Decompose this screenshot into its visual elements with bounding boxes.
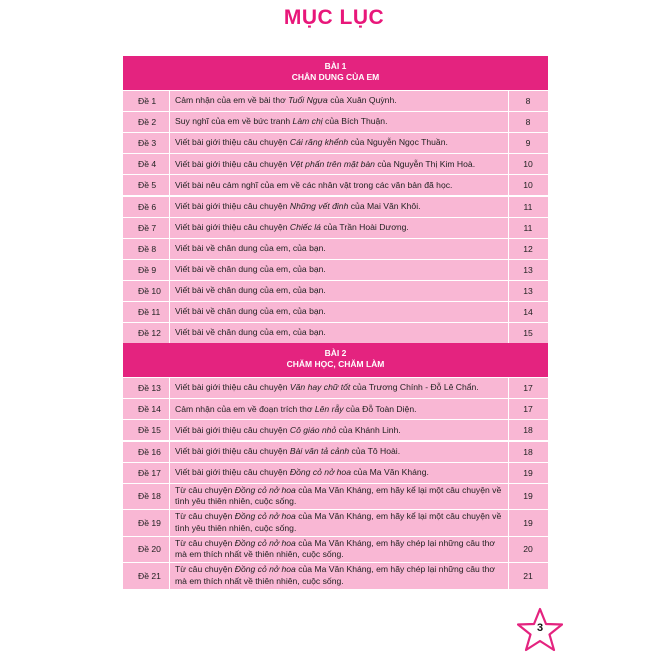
column-divider	[169, 91, 170, 111]
title-text: Cảm nhận của em về đoạn trích thơ	[175, 403, 315, 414]
section-name: CHÂN DUNG CỦA EM	[291, 72, 380, 82]
title-text: của Ma Văn Kháng.	[351, 466, 429, 477]
column-divider	[169, 260, 170, 280]
page-ref: 18	[523, 425, 533, 436]
toc-row[interactable]	[123, 218, 548, 238]
page-ref: 8	[525, 117, 531, 128]
page-ref: 20	[523, 544, 533, 555]
exercise-number: Đề 12	[138, 328, 161, 339]
page-ref: 10	[523, 180, 533, 191]
exercise-number: Đề 7	[138, 222, 157, 233]
column-divider	[169, 463, 170, 483]
exercise-title	[169, 442, 507, 462]
exercise-number: Đề 10	[138, 285, 161, 296]
exercise-title	[169, 323, 507, 343]
toc-row[interactable]	[123, 175, 548, 195]
column-divider	[508, 281, 509, 301]
section-header	[123, 343, 548, 377]
work-title: Văn hay chữ tốt	[289, 382, 351, 393]
column-divider	[508, 323, 509, 343]
page-number: 3	[536, 622, 544, 634]
title-text: Từ câu chuyện	[175, 537, 235, 548]
exercise-number: Đề 8	[138, 243, 157, 254]
title-text: Viết bài nêu cảm nghĩ của em về các nhân vật trong các văn bản đã học.	[175, 179, 453, 190]
exercise-number: Đề 14	[138, 404, 161, 415]
column-divider	[169, 378, 170, 398]
column-divider	[169, 399, 170, 419]
title-text: Viết bài giới thiệu câu chuyện	[175, 221, 290, 232]
work-title: Đồng cỏ nở hoa	[234, 511, 296, 522]
page-ref: 14	[523, 307, 533, 318]
exercise-number: Đề 3	[138, 138, 157, 149]
toc-row[interactable]	[123, 442, 548, 462]
column-divider	[508, 378, 509, 398]
page-ref: 19	[523, 491, 533, 502]
column-divider	[169, 281, 170, 301]
work-title: Đồng cỏ nở hoa	[234, 564, 296, 575]
column-divider	[508, 463, 509, 483]
work-title: Chiếc lá	[289, 221, 321, 232]
column-divider	[169, 563, 170, 589]
page-ref: 18	[523, 446, 533, 457]
page-ref: 11	[523, 201, 533, 212]
column-divider	[169, 537, 170, 563]
column-divider	[508, 154, 509, 174]
title-text: Từ câu chuyện	[175, 511, 235, 522]
work-title: Làm chị	[292, 116, 323, 127]
work-title: Bài văn tả cảnh	[289, 445, 350, 456]
title-text: của Ma Văn Kháng, em hãy kể lại một câu chuyện về tình yêu thiên nhiên, cuộc sống.	[175, 511, 502, 533]
page-ref: 8	[525, 96, 531, 107]
title-text: của Trần Hoài Dương.	[320, 221, 409, 232]
section-header	[123, 56, 548, 90]
column-divider	[508, 133, 509, 153]
work-title: Cô giáo nhỏ	[289, 424, 337, 435]
title-text: Viết bài giới thiệu câu chuyện	[175, 137, 290, 148]
exercise-number: Đề 2	[138, 117, 157, 128]
work-title: Cái răng khểnh	[289, 137, 349, 148]
exercise-title	[169, 281, 507, 301]
work-title: Đồng cỏ nở hoa	[289, 466, 351, 477]
toc-row[interactable]	[123, 378, 548, 398]
toc-row[interactable]	[123, 197, 548, 217]
toc-row[interactable]	[123, 463, 548, 483]
exercise-number: Đề 9	[138, 264, 157, 275]
title-text: của Tô Hoài.	[349, 445, 401, 456]
column-divider	[169, 420, 170, 440]
page-ref: 19	[523, 517, 533, 528]
page-ref: 17	[523, 383, 533, 394]
exercise-number: Đề 11	[138, 307, 161, 318]
exercise-title	[169, 133, 507, 153]
title-text: của Ma Văn Kháng, em hãy kể lại một câu chuyện về tình yêu thiên nhiên, cuộc sống.	[175, 484, 502, 507]
toc-row[interactable]	[123, 537, 548, 563]
exercise-number: Đề 6	[138, 201, 157, 212]
title-text: Viết bài về chân dung của em, của bạn.	[175, 285, 326, 296]
exercise-title	[169, 378, 507, 398]
title-text: của Xuân Quỳnh.	[327, 95, 397, 106]
column-divider	[169, 510, 170, 536]
title-text: của Trương Chính - Đỗ Lê Chẩn.	[350, 382, 479, 393]
title-text: của Mai Văn Khôi.	[348, 200, 421, 211]
title-text: Viết bài về chân dung của em, của bạn.	[175, 242, 326, 253]
exercise-number: Đề 21	[138, 570, 161, 581]
column-divider	[169, 302, 170, 322]
exercise-number: Đề 18	[138, 491, 161, 502]
exercise-title	[169, 154, 507, 174]
section-label: BÀI 1	[324, 61, 347, 71]
toc-row[interactable]	[123, 260, 548, 280]
title-text: của Ma Văn Kháng, em hãy chép lại những câu thơ mà em thích nhất về thiên nhiên, cuộc sống.	[175, 537, 495, 560]
exercise-number: Đề 17	[138, 467, 161, 478]
title-text: Viết bài về chân dung của em, của bạn.	[175, 264, 326, 275]
page-ref: 15	[523, 328, 533, 339]
title-text: Suy nghĩ của em về bức tranh	[175, 116, 293, 127]
title-text: của Nguyễn Thị Kim Hoà.	[374, 158, 476, 169]
title-text: Viết bài giới thiệu câu chuyện	[175, 382, 290, 393]
exercise-title	[169, 537, 507, 563]
exercise-title	[169, 510, 507, 536]
title-text: Viết bài về chân dung của em, của bạn.	[175, 306, 326, 317]
column-divider	[508, 302, 509, 322]
toc-row[interactable]	[123, 112, 548, 132]
work-title: Đồng cỏ nở hoa	[234, 484, 296, 495]
toc-row[interactable]	[123, 563, 548, 589]
title-text: Viết bài giới thiệu câu chuyện	[175, 200, 290, 211]
exercise-title	[169, 399, 507, 419]
toc-row[interactable]	[123, 484, 548, 510]
toc-row[interactable]	[123, 399, 548, 419]
toc-row[interactable]	[123, 281, 548, 301]
exercise-number: Đề 4	[138, 159, 157, 170]
column-divider	[508, 197, 509, 217]
toc-row[interactable]	[123, 133, 548, 153]
column-divider	[508, 563, 509, 589]
exercise-number: Đề 16	[138, 446, 161, 457]
column-divider	[508, 442, 509, 462]
exercise-title	[169, 218, 507, 238]
toc-row[interactable]	[123, 420, 548, 440]
work-title: Vệt phấn trên mặt bàn	[289, 158, 375, 169]
column-divider	[508, 239, 509, 259]
title-text: Viết bài giới thiệu câu chuyện	[175, 424, 290, 435]
title-text: của Bích Thuận.	[322, 116, 388, 127]
page-ref: 11	[523, 222, 533, 233]
column-divider	[508, 537, 509, 563]
exercise-title	[169, 463, 507, 483]
toc-row[interactable]	[123, 510, 548, 536]
column-divider	[169, 239, 170, 259]
exercise-number: Đề 19	[138, 517, 161, 528]
page-ref: 9	[525, 138, 531, 149]
page-ref: 10	[523, 159, 533, 170]
title-text: Từ câu chuyện	[175, 484, 235, 495]
page-ref: 12	[523, 243, 533, 254]
column-divider	[508, 218, 509, 238]
title-text: Viết bài về chân dung của em, của bạn.	[175, 327, 326, 338]
exercise-title	[169, 563, 507, 589]
column-divider	[169, 154, 170, 174]
column-divider	[169, 133, 170, 153]
column-divider	[508, 91, 509, 111]
work-title: Tuổi Ngựa	[288, 95, 328, 106]
title-text: của Đỗ Toàn Diện.	[343, 403, 417, 414]
title-text: Từ câu chuyện	[175, 564, 235, 575]
section-label: BÀI 2	[324, 348, 347, 359]
exercise-title	[169, 239, 507, 259]
column-divider	[169, 218, 170, 238]
page-ref: 13	[523, 285, 533, 296]
page-ref: 19	[523, 467, 533, 478]
column-divider	[508, 175, 509, 195]
exercise-title	[169, 260, 507, 280]
column-divider	[169, 197, 170, 217]
exercise-title	[169, 112, 507, 132]
column-divider	[508, 510, 509, 536]
column-divider	[508, 484, 509, 510]
work-title: Lên rẫy	[314, 403, 344, 414]
title-text: của Nguyễn Ngọc Thuần.	[348, 137, 448, 148]
exercise-number: Đề 20	[138, 544, 161, 555]
title-text: của Khánh Linh.	[336, 424, 401, 435]
exercise-number: Đề 13	[138, 383, 161, 394]
column-divider	[169, 112, 170, 132]
column-divider	[169, 323, 170, 343]
exercise-number: Đề 15	[138, 425, 161, 436]
toc-row[interactable]	[123, 323, 548, 343]
title-text: của Ma Văn Kháng, em hãy chép lại những câu thơ mà em thích nhất về thiên nhiên, cuộc sống.	[175, 564, 495, 586]
column-divider	[508, 420, 509, 440]
page-ref: 21	[523, 570, 533, 581]
toc-row[interactable]	[123, 239, 548, 259]
exercise-title	[169, 484, 507, 510]
column-divider	[508, 112, 509, 132]
exercise-title	[169, 302, 507, 322]
toc-row[interactable]	[123, 91, 548, 111]
work-title: Đồng cỏ nở hoa	[234, 537, 296, 548]
exercise-title	[169, 420, 507, 440]
title-text: Viết bài giới thiệu câu chuyện	[175, 466, 290, 477]
exercise-title	[169, 197, 507, 217]
exercise-number: Đề 1	[138, 96, 157, 107]
page-ref: 17	[523, 404, 533, 415]
title-text: Viết bài giới thiệu câu chuyện	[175, 445, 290, 456]
exercise-title	[169, 175, 507, 195]
toc-row[interactable]	[123, 302, 548, 322]
column-divider	[169, 484, 170, 510]
toc-row[interactable]	[123, 154, 548, 174]
column-divider	[169, 175, 170, 195]
page-ref: 13	[523, 264, 533, 275]
exercise-number: Đề 5	[138, 180, 157, 191]
page-title: MỤC LỤC	[283, 6, 385, 29]
column-divider	[508, 399, 509, 419]
column-divider	[169, 442, 170, 462]
column-divider	[508, 260, 509, 280]
title-text: Viết bài giới thiệu câu chuyện	[175, 158, 290, 169]
table-of-contents	[122, 55, 549, 600]
exercise-title	[169, 91, 507, 111]
work-title: Những vết đinh	[289, 200, 349, 211]
title-text: Cảm nhận của em về bài thơ	[175, 95, 289, 106]
section-name: CHĂM HỌC, CHĂM LÀM	[286, 359, 385, 370]
